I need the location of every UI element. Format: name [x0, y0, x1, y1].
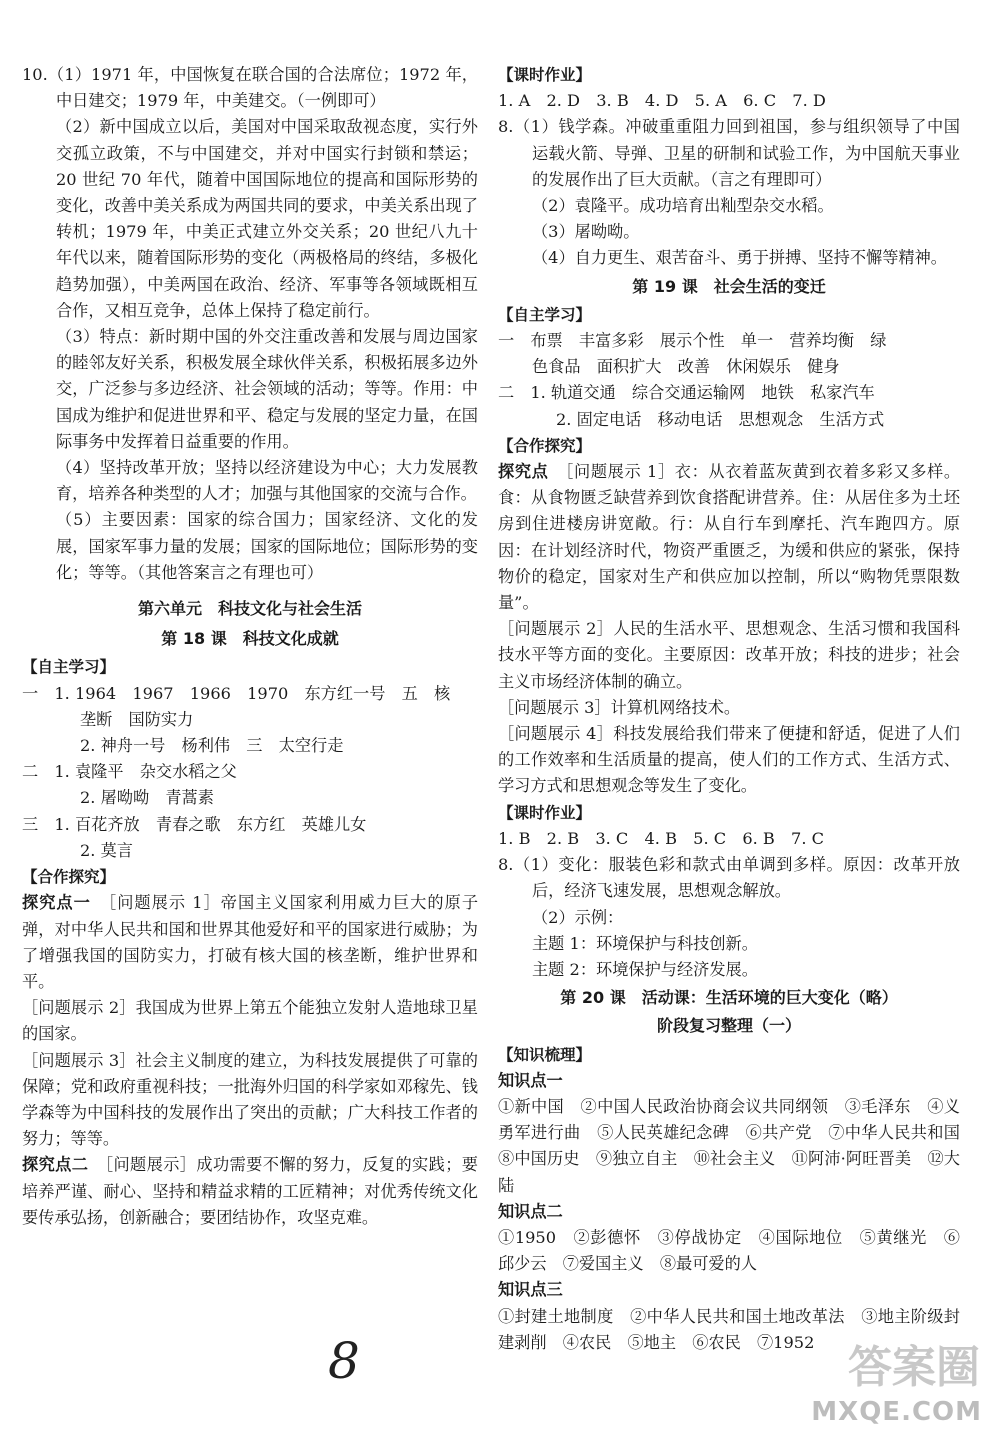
left-column: [22, 62, 478, 1231]
q8b-part1: 8.（1）变化：服装色彩和款式由单调到多样。原因：改革开放后，经济飞速发展，思想观念解放。: [498, 855, 960, 901]
self-study-1-1a: 一 1. 1964 1967 1966 1970 东方红一号 五 核: [22, 683, 451, 703]
q8b-theme2: 主题 2：环境保护与经济发展。: [532, 959, 758, 979]
lesson-18-title: 第 18 课 科技文化成就: [161, 629, 339, 649]
knowledge-point-1-label: 知识点一: [498, 1070, 563, 1090]
section-knowledge-review: 【知识梳理】: [498, 1045, 592, 1064]
inquiry-point-2: [22, 1152, 478, 1231]
inquiry-point-2-label: 探究点二: [22, 1155, 89, 1175]
knowledge-point-3: ①封建土地制度 ②中华人民共和国土地改革法 ③地主阶级封建剥削 ④农民 ⑤地主 ⑥农民 ⑦1952: [498, 1306, 960, 1352]
section-cooperative-inquiry: 【合作探究】: [22, 868, 116, 887]
knowledge-point-3-label: 知识点三: [498, 1280, 563, 1300]
inquiry-19-q1-text: ［问题展示 1］衣：从衣着蓝灰黄到衣着多彩又多样。食：从食物匮乏缺营养到饮食搭配讲营养。住：从居住多为土坯房到住进楼房讲宽敞。行：从自行车到摩托、汽车跑四方。原因：在计划经济时代，物资严重匮乏，为缓和供应的紧张，保持物价的稳定，国家对生产和供应加以控制，所以“购物凭票限数量”。: [498, 462, 961, 613]
inquiry-19-q3: ［问题展示 3］计算机网络技术。: [498, 697, 741, 717]
self-study-19-2-2: 2. 固定电话 移动电话 思想观念 生活方式: [556, 409, 885, 429]
q8b-theme1: 主题 1：环境保护与科技创新。: [532, 933, 758, 953]
self-study-1-2: 2. 神舟一号 杨利伟 三 太空行走: [80, 736, 344, 756]
inquiry-point-1-label: 探究点一: [22, 893, 91, 913]
q8-part4: （4）自力更生、艰苦奋斗、勇于拼搏、坚持不懈等精神。: [532, 248, 947, 268]
q8-part1: 8.（1）钱学森。冲破重重阻力回到祖国，参与组织领导了中国运载火箭、导弹、卫星的研制和试验工作，为中国航天事业的发展作出了巨大贡献。（言之有理即可）: [498, 117, 960, 189]
q10-part3: （3）特点：新时期中国的外交注重改善和发展与周边国家的睦邻友好关系，积极发展全球伙伴关系，积极拓展多边外交，广泛参与多边经济、社会领域的活动；等等。作用：中国成为维护和促进世界和平、稳定与发展的坚定力量，在国际事务中发挥着日益重要的作用。: [56, 327, 478, 451]
inquiry-point-1-q3: ［问题展示 3］社会主义制度的建立，为科技发展提供了可靠的保障；党和政府重视科技；一批海外归国的科学家如邓稼先、钱学森等为中国科技的发展作出了突出的贡献；广大科技工作者的努力；等等。: [22, 1050, 478, 1149]
right-column: [498, 62, 977, 1356]
q10-part4: （4）坚持改革开放；坚持以经济建设为中心；大力发展教育，培养各种类型的人才；加强与其他国家的交流与合作。: [56, 458, 478, 504]
inquiry-19-q2: ［问题展示 2］人民的生活水平、思想观念、生活习惯和我国科技水平等方面的变化。主要原因：改革开放；科技的进步；社会主义市场经济体制的确立。: [498, 619, 960, 691]
watermark-site: MXQE.COM: [811, 1397, 982, 1427]
page-number: 8: [328, 1332, 360, 1390]
q10-part5: （5）主要因素：国家的综合国力；国家经济、文化的发展，国家军事力量的发展；国家的国际地位；国际形势的变化；等等。（其他答案言之有理也可）: [56, 510, 478, 582]
lesson-20-title: 第 20 课 活动课：生活环境的巨大变化（略）: [560, 988, 898, 1008]
self-study-3-1: 三 1. 百花齐放 青春之歌 东方红 英雄儿女: [22, 814, 367, 834]
knowledge-point-2: ①1950 ②彭德怀 ③停战协定 ④国际地位 ⑤黄继光 ⑥邱少云 ⑦爱国主义 ⑧最可爱的人: [498, 1227, 960, 1274]
inquiry-point-2-text: ［问题展示］成功需要不懈的努力，反复的实践；要培养严谨、耐心、坚持和精益求精的工匠精神；对优秀传统文化要传承弘扬，创新融合；要团结协作，攻坚克难。: [22, 1155, 478, 1227]
inquiry-19-q1: [498, 459, 960, 616]
homework-2-answers: 1. B 2. B 3. C 4. B 5. C 6. B 7. C: [498, 828, 824, 848]
section-homework-1: 【课时作业】: [498, 66, 592, 84]
lesson-19-title: 第 19 课 社会生活的变迁: [632, 276, 826, 296]
watermark-logo: 答案圈: [848, 1342, 980, 1393]
self-study-19-1b: 色食品 面积扩大 改善 休闲娱乐 健身: [532, 357, 840, 377]
q10-part1: 10.（1）1971 年，中国恢复在联合国的合法席位；1972 年，中日建交；1979 年，中美建交。（一例即可）: [22, 65, 478, 111]
self-study-2-2: 2. 屠呦呦 青蒿素: [80, 788, 214, 808]
section-homework-2: 【课时作业】: [498, 803, 592, 822]
inquiry-19-q4: ［问题展示 4］科技发展给我们带来了便捷和舒适，促进了人们的工作效率和生活质量的提高，使人们的工作方式、生活方式、学习方式和思想观念等发生了变化。: [498, 724, 960, 796]
unit-title: 第六单元 科技文化与社会生活: [137, 599, 362, 619]
section-self-study-19: 【自主学习】: [498, 305, 592, 324]
q10-part2: （2）新中国成立以后，美国对中国采取敌视态度，实行外交孤立政策，不与中国建交，并对中国实行封锁和禁运；20 世纪 70 年代，随着中国国际地位的提高和国际形势的变化，改善中美关系成为两国共同的要求，中美关系出现了转机；1979 年，中美正式建立外交关系；20 世纪八九十年代以来，随着国际形势的变化（两极格局的终结，多极化趋势加强），中美两国在政治、经济、军事等各领域既相互合作，又相互竞争，总体上保持了稳定前行。: [56, 117, 478, 320]
self-study-19-2-1: 二 1. 轨道交通 综合交通运输网 地铁 私家汽车: [498, 383, 875, 403]
inquiry-point-1: [22, 890, 478, 995]
inquiry-19-label: 探究点: [498, 462, 549, 482]
section-cooperative-inquiry-19: 【合作探究】: [498, 436, 592, 455]
inquiry-point-1-q2: ［问题展示 2］我国成为世界上第五个能独立发射人造地球卫星的国家。: [22, 998, 478, 1044]
knowledge-point-1: ①新中国 ②中国人民政治协商会议共同纲领 ③毛泽东 ④义勇军进行曲 ⑤人民英雄纪念碑 ⑥共产党 ⑦中华人民共和国 ⑧中国历史 ⑨独立自主 ⑩社会主义 ⑪阿沛·阿旺晋美 ⑫大陆: [498, 1096, 977, 1195]
q8b-part2: （2）示例：: [532, 907, 624, 927]
section-self-study: 【自主学习】: [22, 658, 116, 677]
self-study-2-1: 二 1. 袁隆平 杂交水稻之父: [22, 762, 237, 782]
knowledge-point-2-label: 知识点二: [498, 1201, 563, 1221]
q8-part2: （2）袁隆平。成功培育出籼型杂交水稻。: [532, 196, 834, 216]
self-study-3-2: 2. 莫言: [80, 840, 133, 860]
homework-1-answers: 1. A 2. D 3. B 4. D 5. A 6. C 7. D: [498, 91, 826, 111]
inquiry-point-1-text: ［问题展示 1］帝国主义国家利用威力巨大的原子弹，对中华人民共和国和世界其他爱好和平的国家进行威胁；为了增强我国的国防实力，打破有核大国的核垄断，维护世界和平。: [22, 893, 479, 991]
self-study-1-1b: 垄断 国防实力: [80, 709, 194, 729]
review-title: 阶段复习整理（一）: [656, 1016, 801, 1036]
q8-part3: （3）屠呦呦。: [532, 222, 640, 242]
self-study-19-1a: 一 布票 丰富多彩 展示个性 单一 营养均衡 绿: [498, 331, 887, 351]
